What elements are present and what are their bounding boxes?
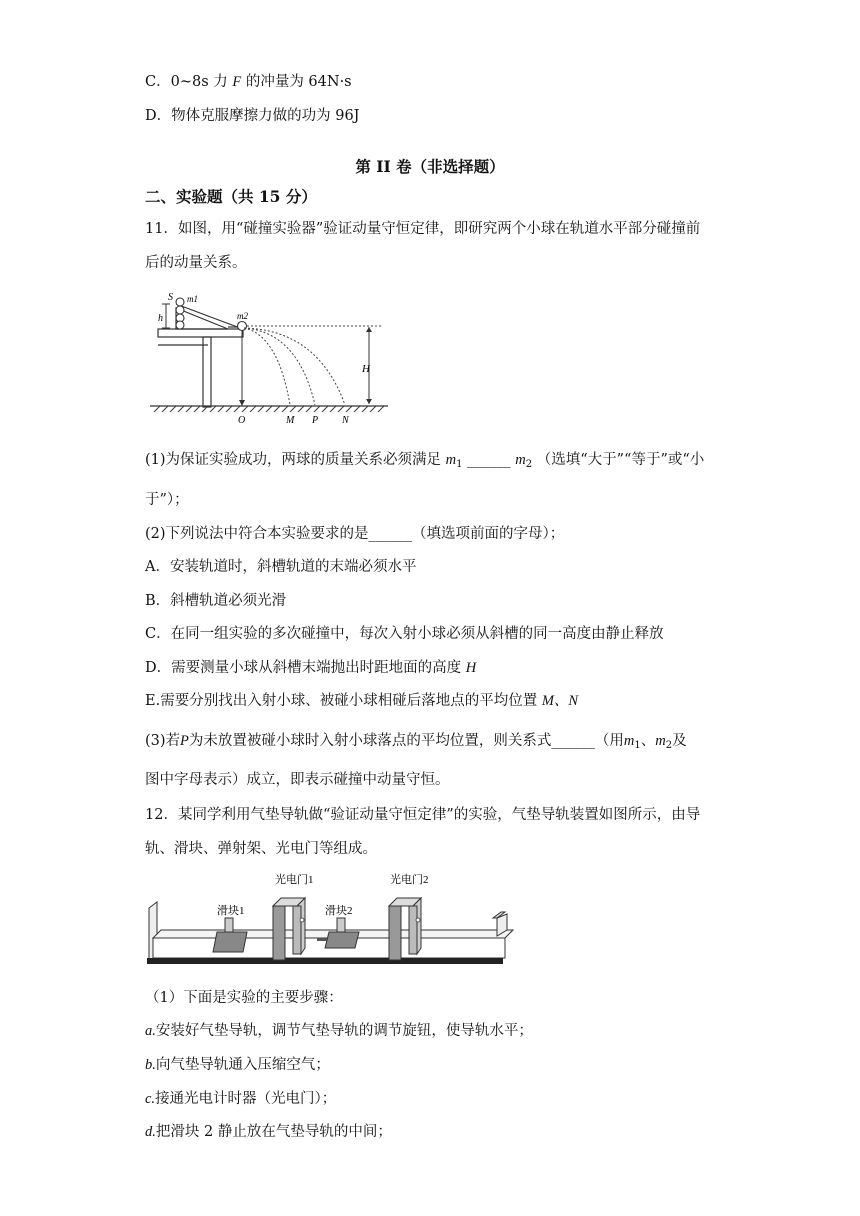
q12-step-a: a.安装好气垫导轨，调节气垫导轨的调节旋钮，使导轨水平； [145,1023,533,1039]
label-slider1: 滑块1 [217,905,245,917]
label-n: N [342,415,349,425]
label-H: H [362,363,370,375]
table-top [158,329,243,337]
option-c [145,72,352,92]
answer-blank-1[interactable]: ______ [467,452,511,468]
label-m: M [286,415,295,425]
q12-step-c: c.接通光电计时器（光电门）； [145,1091,337,1107]
slider-1 [213,932,247,952]
label-gate2: 光电门2 [390,874,429,886]
q11-option-c: C．在同一组实验的多次碰撞中，每次入射小球必须从斜槽的同一高度由静止释放 [145,626,664,642]
q11-part1-line2: 于”）； [145,492,189,508]
label-s: S [168,292,173,303]
label-h: h [158,313,163,324]
q11-part3-line2: 图中字母表示）成立，即表示碰撞中动量守恒。 [145,772,450,788]
ball-m1 [176,298,184,306]
q12-air-track-figure [145,868,515,970]
table-leg [203,337,211,407]
q12-stem-line2: 轨、滑块、弹射架、光电门等组成。 [145,841,377,857]
q11-part1: (1)为保证实验成功，两球的质量关系必须满足 $m_1$ ______ $m_2$ （选填“大于”“等于”或“小 [145,452,705,470]
label-m2: m2 [237,311,248,321]
q11-part2: (2)下列说法中符合本实验要求的是______（填选项前面的字母）； [145,526,565,542]
trajectory-p [244,328,315,405]
q11-option-e: E.需要分别找出入射小球、被碰小球相碰后落地点的平均位置 M、N [145,693,579,709]
trajectory-m [244,328,290,405]
label-p: P [312,415,319,425]
label-o: O [238,415,246,425]
photogate-1 [273,906,285,960]
q11-stem-line2: 后的动量关系。 [145,255,247,271]
track-base [147,958,503,964]
option-c-prefix: C．0~8s 力 [145,74,228,90]
ball-m2 [238,322,247,331]
q12-step-b: b.向气垫导轨通入压缩空气； [145,1057,330,1073]
option-c-var: F [232,74,242,90]
option-c-suffix: 的冲量为 64N·s [245,74,352,90]
volume-title: 第 II 卷（非选择题） [355,157,505,176]
option-d: D．物体克服摩擦力做的功为 96J [145,108,360,124]
label-slider2: 滑块2 [325,905,353,917]
slider-2 [325,932,359,948]
q11-option-a: A．安装轨道时，斜槽轨道的末端必须水平 [145,559,417,575]
q11-stem-line1: 11．如图，用“碰撞实验器”验证动量守恒定律，即研究两个小球在轨道水平部分碰撞前 [145,221,701,237]
q11-option-d: D．需要测量小球从斜槽末端抛出时距地面的高度 H [145,660,477,676]
trajectory-n [244,328,345,405]
q11-part3: (3)若P为未放置被碰小球时入射小球落点的平均位置，则关系式______（用$m_1$、$m_2$及 [145,733,687,751]
q11-collision-figure [148,290,393,425]
q12-stem-line1: 12．某同学利用气垫导轨做“验证动量守恒定律”的实验，气垫导轨装置如图所示，由导 [145,807,701,823]
q12-step-d: d.把滑块 2 静止放在气垫导轨的中间； [145,1124,392,1140]
label-gate1: 光电门1 [275,874,314,886]
label-m1: m1 [187,294,198,304]
q11-option-b: B．斜槽轨道必须光滑 [145,593,287,609]
photogate-2 [389,906,401,960]
section-title: 二、实验题（共 15 分） [145,187,317,206]
q12-steps-title: （1）下面是实验的主要步骤： [145,990,343,1006]
